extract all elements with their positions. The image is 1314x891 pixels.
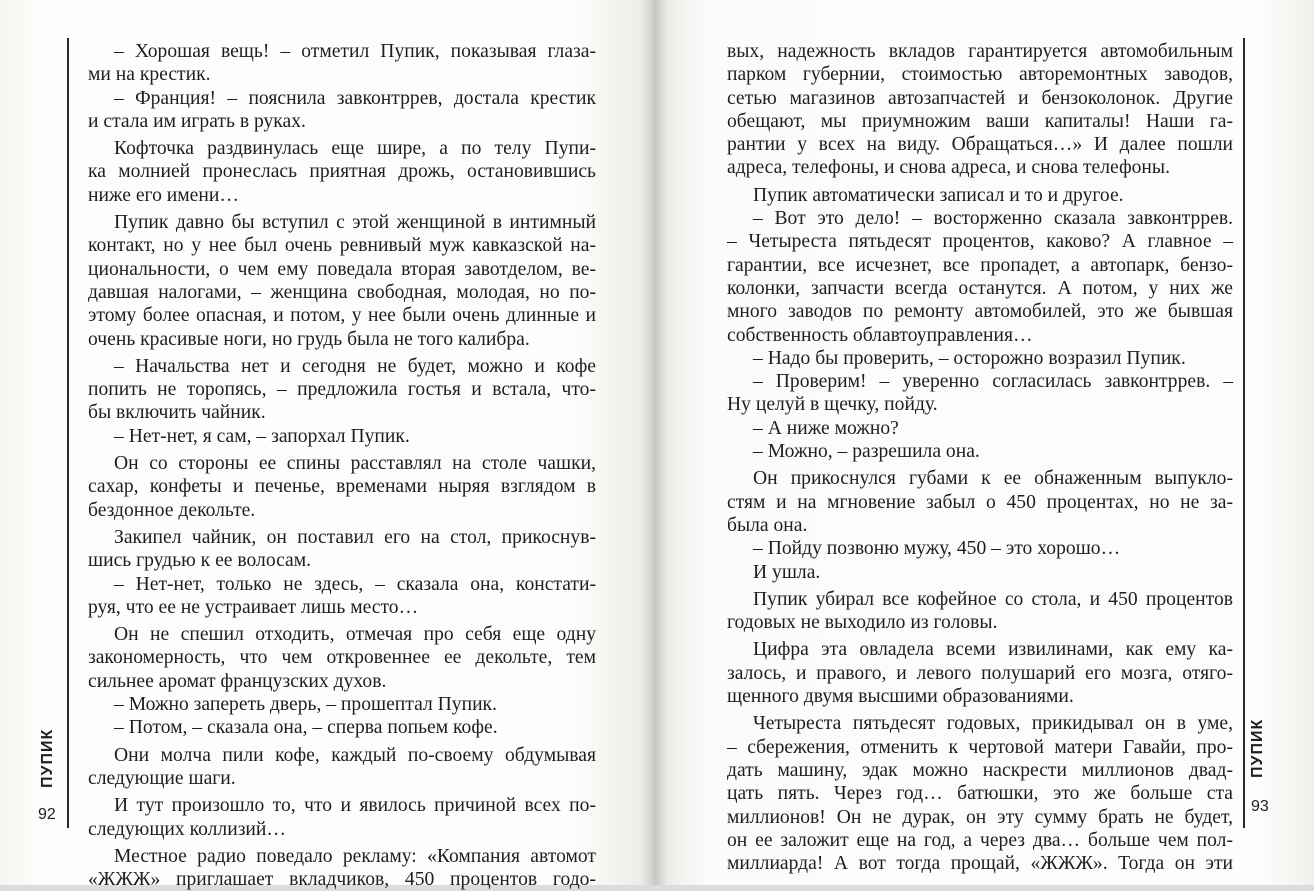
text-line: – сбережения, отменить к чертовой матери Гавайи, про-	[727, 736, 1233, 758]
text-line: Они молча пили кофе, каждый по-своему обдумывая	[114, 744, 596, 766]
right-running-head: ПУПИК	[1249, 718, 1266, 778]
text-line: щенного двумя высшими образованиями.	[727, 686, 1074, 708]
text-line: закономерность, что чем откровеннее ее декольте, тем	[88, 647, 596, 669]
text-line: вых, надежность вкладов гарантируется автомобильным	[727, 41, 1233, 62]
text-line: ми на крестик.	[88, 64, 211, 86]
text-line: Он со стороны ее спины расставлял на столе чашки,	[114, 453, 596, 475]
book-gutter	[640, 0, 668, 885]
text-line: стям и на мгновение забыл о 450 процентах, но не за-	[727, 491, 1233, 513]
text-line: Ну целуй в щечку, пойду.	[727, 394, 938, 416]
left-margin-rule	[67, 38, 69, 828]
text-line: сильнее аромат французских духов.	[88, 670, 387, 692]
text-line: этому более опасная, и потом, у нее были очень длинные и	[88, 305, 596, 327]
text-line: следующих коллизий…	[88, 818, 286, 840]
text-line: он ее заложит еще на год, а через два… больше чем пол-	[727, 829, 1233, 851]
text-line: «ЖЖЖ» приглашает вкладчиков, 450 процентов годо-	[88, 869, 596, 891]
text-line: ка молнией пронеслась приятная дрожь, остановившись	[88, 161, 596, 183]
text-line: И ушла.	[753, 561, 821, 583]
text-line: Закипел чайник, он поставил его на стол, прикоснув-	[114, 526, 596, 548]
text-line: цать пять. Через год… батюшки, это же больше ста	[727, 783, 1233, 805]
text-line: – Можно, – разрешила она.	[753, 441, 980, 463]
text-line: – Пойду позвоню мужу, 450 – это хорошо…	[753, 538, 1121, 560]
text-line: Он не спешил отходить, отмечая про себя еще одну	[114, 624, 596, 646]
text-line: – Четыреста пятьдесят процентов, каково? А главное –	[727, 231, 1233, 253]
text-line: И тут произошло то, что и явилось причиной всех по-	[114, 795, 596, 817]
text-line: давшая налогами, – женщина свободная, молодая, но по-	[88, 281, 596, 303]
text-line: – Нет-нет, только не здесь, – сказала она, констати-	[114, 573, 596, 595]
text-line: следующие шаги.	[88, 767, 236, 789]
text-line: Четыреста пятьдесят годовых, прикидывал он в уме,	[753, 713, 1233, 735]
text-line: – Хорошая вещь! – отметил Пупик, показывая глаза-	[114, 41, 596, 62]
text-line: Он прикоснулся губами к ее обнаженным выпукло-	[753, 468, 1233, 490]
text-line: контакт, но у нее был очень ревнивый муж кавказской на-	[88, 235, 596, 257]
text-line: – Вот это дело! – восторженно сказала завконтррев.	[753, 208, 1233, 230]
text-line: дать машину, эдак можно наскрести миллионов двад-	[727, 759, 1233, 781]
text-line: и стала им играть в руках.	[88, 110, 306, 132]
text-line: – Можно запереть дверь, – прошептал Пупик.	[114, 694, 497, 716]
text-line: руя, что ее не устраивает лишь место…	[88, 596, 419, 618]
left-page-number: 92	[38, 806, 56, 823]
text-line: Пупик давно бы вступил с этой женщиной в интимный	[114, 212, 596, 234]
text-line: бы включить чайник.	[88, 402, 266, 424]
text-line: – Проверим! – уверенно согласилась завконтррев. –	[753, 371, 1233, 393]
text-line: много заводов по ремонту автомобилей, это же бывшая	[727, 301, 1233, 323]
text-line: – Потом, – сказала она, – сперва попьем кофе.	[114, 717, 498, 739]
text-line: – Надо бы проверить, – осторожно возразил Пупик.	[753, 347, 1186, 369]
text-line: – Начальства нет и сегодня не будет, можно и кофе	[114, 355, 596, 377]
text-line: Кофточка раздвинулась еще шире, а по телу Пупи-	[114, 138, 596, 160]
text-line: собственность облавтоуправления…	[727, 324, 1033, 346]
text-line: миллионов! Он не дурак, он эту сумму брать не будет,	[727, 806, 1233, 828]
text-line: бездонное декольте.	[88, 499, 256, 521]
text-line: сахар, конфеты и печенье, временами ныряя взглядом в	[88, 476, 596, 498]
text-line: циональности, о чем ему поведала вторая завотделом, ве-	[88, 258, 596, 280]
right-page-number: 93	[1251, 798, 1269, 815]
text-line: – Франция! – пояснила завконтррев, достала крестик	[114, 87, 596, 109]
text-line: шись грудью к ее волосам.	[88, 550, 312, 572]
text-line: ниже его имени…	[88, 184, 239, 206]
text-line: обещают, мы приумножим ваши капиталы! Наши га-	[727, 110, 1233, 132]
text-line: гарантии, все исчезнет, все пропадет, а автопарк, бензо-	[727, 254, 1233, 276]
left-page-text	[88, 40, 596, 891]
text-line: – Нет-нет, я сам, – запорхал Пупик.	[114, 425, 410, 447]
text-line: Цифра эта овладела всеми извилинами, как ему ка-	[753, 639, 1233, 661]
text-line: Местное радио поведало рекламу: «Компания автомот	[114, 845, 596, 867]
text-line: колонки, запчасти всегда останутся. А потом, у них же	[727, 277, 1233, 299]
text-line: адреса, телефоны, и снова адреса, и снова телефоны.	[727, 157, 1170, 179]
text-line: сетью магазинов автозапчастей и бензоколонок. Другие	[727, 87, 1233, 109]
text-line: годовых не выходило из головы.	[727, 612, 998, 634]
text-line: очень красивые ноги, но грудь была не того калибра.	[88, 328, 530, 350]
text-line: парком губернии, стоимостью авторемонтных заводов,	[727, 64, 1233, 86]
text-line: залось, и правого, и левого полушарий его мозга, отяго-	[727, 662, 1233, 684]
text-line: попить не торопясь, – предложила гостья и встала, что-	[88, 379, 596, 401]
text-line: – А ниже можно?	[753, 417, 899, 439]
right-margin-rule	[1243, 38, 1245, 828]
right-page-text	[727, 40, 1233, 875]
left-running-head: ПУПИК	[39, 728, 56, 788]
text-line: рантии у всех на виду. Обращаться…» И далее пошли	[727, 134, 1233, 156]
text-line: была она.	[727, 514, 808, 536]
text-line: миллиарда! А вот тогда прощай, «ЖЖЖ». Тогда он эти	[727, 853, 1233, 875]
text-line: Пупик убирал все кофейное со стола, и 450 процентов	[753, 588, 1233, 610]
text-line: Пупик автоматически записал и то и другое.	[753, 184, 1124, 206]
